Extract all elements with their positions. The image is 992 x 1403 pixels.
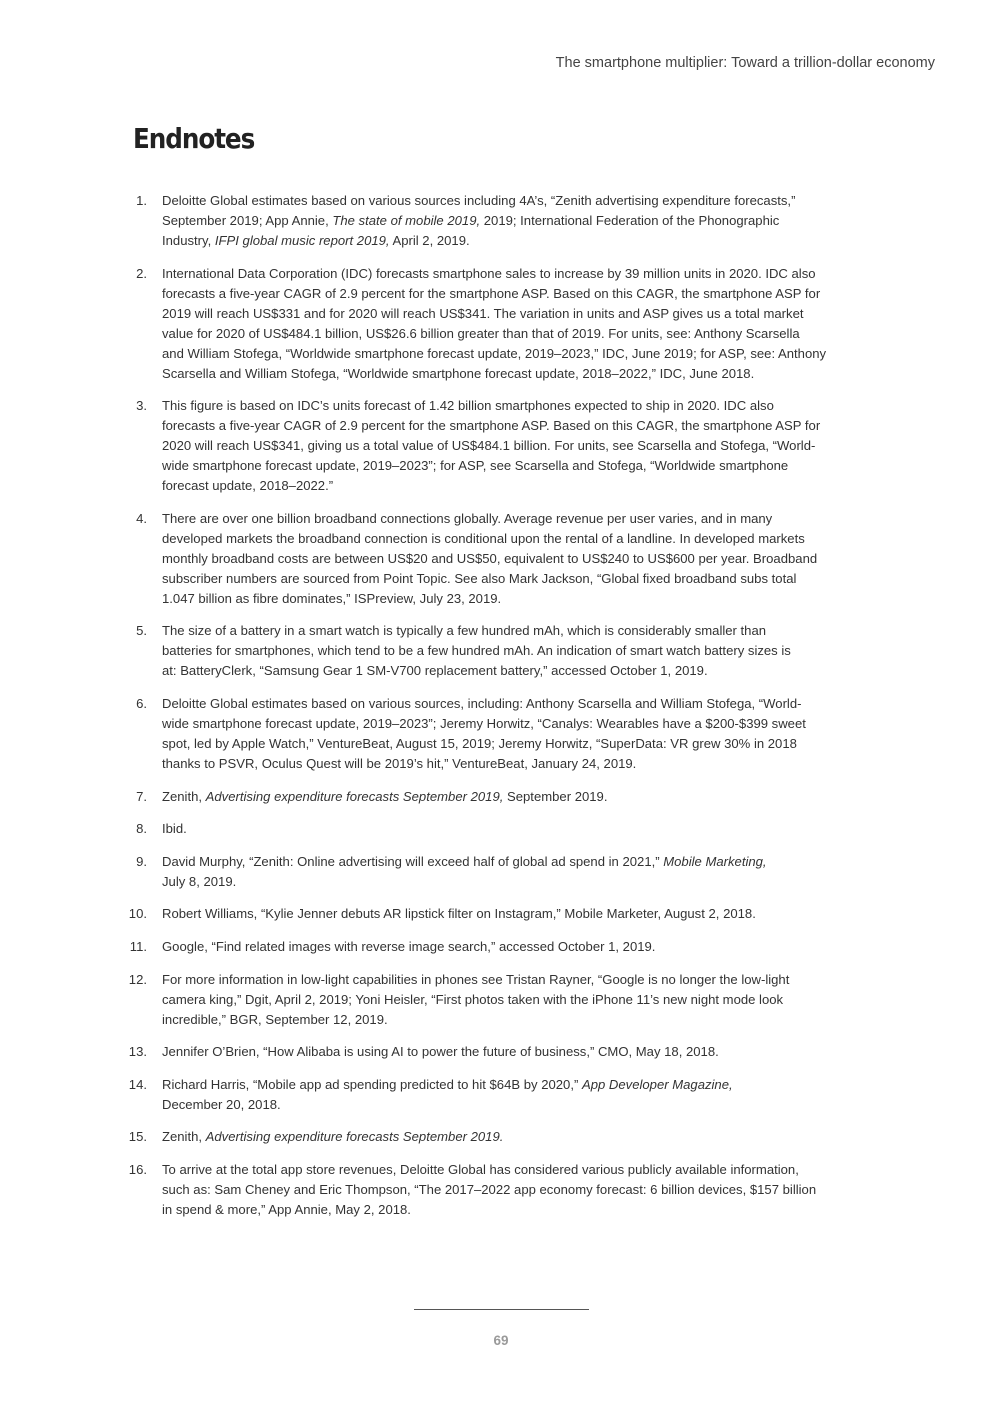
endnote-line: [162, 970, 862, 990]
endnote-line: [162, 476, 862, 496]
endnote-text-segment: December 20, 2018.: [162, 1097, 281, 1112]
endnote-text: [162, 191, 862, 251]
endnote-text-segment: forecasts a five-year CAGR of 2.9 percent for the smartphone ASP. Based on this CAGR, the smartphone ASP for: [162, 286, 821, 301]
endnote-line: [162, 734, 862, 754]
endnote-text-segment: David Murphy, “Zenith: Online advertising will exceed half of global ad spend in 2021,”: [162, 854, 664, 869]
endnote-line: [162, 714, 862, 734]
endnote-number: 1.: [136, 193, 147, 208]
endnote-text-segment: and William Stofega, “Worldwide smartphone forecast update, 2019–2023,” IDC, June 2019; for ASP, see: Anthony: [162, 346, 827, 361]
endnote-text-segment: Deloitte Global estimates based on various sources, including: Anthony Scarsella and William Stofega, “World-: [162, 696, 802, 711]
endnote-text: [162, 819, 862, 839]
endnote-text-segment: camera king,” Dgit, April 2, 2019; Yoni Heisler, “First photos taken with the iPhone 11’s new night mode look: [162, 992, 784, 1007]
endnote-line: [162, 872, 862, 892]
endnote-text-segment: International Data Corporation (IDC) forecasts smartphone sales to increase by 39 million units in 2020. IDC also: [162, 266, 816, 281]
endnote-line: [162, 852, 862, 872]
endnote-line: [162, 191, 862, 211]
endnote-text-segment: 2020 will reach US$341, giving us a total value of US$484.1 billion. For units, see Scarsella and Stofega, “World-: [162, 438, 816, 453]
endnote-text-segment: forecasts a five-year CAGR of 2.9 percent for the smartphone ASP. Based on this CAGR, the smartphone ASP for: [162, 418, 821, 433]
endnote-text: [162, 264, 862, 384]
endnote-text-segment: wide smartphone forecast update, 2019–2023”; Jeremy Horwitz, “Canalys: Wearables have a $200-$399 sweet: [162, 716, 806, 731]
endnote-text-segment: Robert Williams, “Kylie Jenner debuts AR lipstick filter on Instagram,” Mobile Marketer, August 2, 2018.: [162, 906, 756, 921]
endnote-italic-title: Advertising expenditure forecasts September 2019,: [205, 789, 504, 804]
endnote-line: [162, 1160, 862, 1180]
endnote-line: [162, 364, 862, 384]
endnote-number: 14.: [128, 1077, 147, 1092]
endnote-text-segment: Scarsella and William Stofega, “Worldwide smartphone forecast update, 2018–2022,” IDC, June 2018.: [162, 366, 755, 381]
endnote-line: [162, 1180, 862, 1200]
endnote-line: [162, 211, 862, 231]
endnote-text-segment: at: BatteryClerk, “Samsung Gear 1 SM-V700 replacement battery,” accessed October 1, 2019.: [162, 663, 708, 678]
endnote-text: [162, 787, 862, 807]
endnote-number: 7.: [136, 789, 147, 804]
endnote-line: [162, 787, 862, 807]
endnote-text: [162, 904, 862, 924]
endnote-italic-title: Advertising expenditure forecasts September 2019.: [205, 1129, 504, 1144]
endnote-text-segment: 1.047 billion as fibre dominates,” ISPreview, July 23, 2019.: [162, 591, 502, 606]
endnote-italic-title: Mobile Marketing,: [663, 854, 767, 869]
endnote-text-segment: Ibid.: [162, 821, 187, 836]
endnote-text-segment: To arrive at the total app store revenues, Deloitte Global has considered various publicly available information,: [162, 1162, 799, 1177]
endnote-text: [162, 1042, 862, 1062]
endnote-line: [162, 641, 862, 661]
endnote-line: [162, 569, 862, 589]
endnote-text-segment: There are over one billion broadband connections globally. Average revenue per user varies, and in many: [162, 511, 773, 526]
endnote-line: [162, 990, 862, 1010]
endnote-text-segment: September 2019.: [503, 789, 608, 804]
endnote-line: [162, 621, 862, 641]
endnote-number: 3.: [136, 398, 147, 413]
endnote-text: [162, 852, 862, 892]
endnote-text: [162, 694, 862, 774]
endnote-line: [162, 529, 862, 549]
endnote-line: [162, 1075, 862, 1095]
endnote-text: [162, 621, 862, 681]
endnote-text-segment: For more information in low-light capabilities in phones see Tristan Rayner, “Google is no longer the low-light: [162, 972, 790, 987]
endnote-italic-title: App Developer Magazine,: [581, 1077, 733, 1092]
endnote-line: [162, 937, 862, 957]
endnote-line: [162, 1042, 862, 1062]
endnote-italic-title: IFPI global music report 2019,: [214, 233, 390, 248]
endnote-text-segment: wide smartphone forecast update, 2019–2023”; for ASP, see Scarsella and Stofega, “Worldwide smartphone: [162, 458, 789, 473]
endnote-text-segment: value for 2020 of US$484.1 billion, US$26.6 billion greater than that of 2019. For units, see: Anthony Scarsella: [162, 326, 800, 341]
endnote-text-segment: such as: Sam Cheney and Eric Thompson, “The 2017–2022 app economy forecast: 6 billion devices, $157 billion: [162, 1182, 817, 1197]
endnote-number: 2.: [136, 266, 147, 281]
endnote-text: [162, 396, 862, 496]
endnote-line: [162, 589, 862, 609]
endnote-line: [162, 1095, 862, 1115]
endnote-line: [162, 416, 862, 436]
endnote-text-segment: This figure is based on IDC’s units forecast of 1.42 billion smartphones expected to ship in 2020. IDC also: [162, 398, 774, 413]
endnote-line: [162, 904, 862, 924]
endnote-text-segment: in spend & more,” App Annie, May 2, 2018.: [162, 1202, 411, 1217]
endnote-text-segment: Jennifer O’Brien, “How Alibaba is using AI to power the future of business,” CMO, May 18, 2018.: [162, 1044, 719, 1059]
endnote-line: [162, 509, 862, 529]
endnote-text: [162, 970, 862, 1030]
endnote-line: [162, 324, 862, 344]
endnote-text-segment: Zenith,: [162, 1129, 206, 1144]
endnote-number: 10.: [128, 906, 147, 921]
endnote-line: [162, 754, 862, 774]
endnote-number: 5.: [136, 623, 147, 638]
endnote-text-segment: developed markets the broadband connection is conditional upon the rental of a landline. In developed markets: [162, 531, 805, 546]
endnote-line: [162, 344, 862, 364]
endnote-line: [162, 1200, 862, 1220]
endnote-line: [162, 1010, 862, 1030]
endnote-number: 11.: [129, 939, 147, 954]
endnote-number: 15.: [128, 1129, 147, 1144]
endnote-text-segment: spot, led by Apple Watch,” VentureBeat, August 15, 2019; Jeremy Horwitz, “SuperData: VR grew 30% in 2018: [162, 736, 797, 751]
endnote-text-segment: September 2019; App Annie,: [162, 213, 333, 228]
endnote-text: [162, 1127, 862, 1147]
endnote-line: [162, 304, 862, 324]
endnote-line: [162, 284, 862, 304]
endnote-text-segment: batteries for smartphones, which tend to be a few hundred mAh. An indication of smart watch battery sizes is: [162, 643, 791, 658]
endnote-line: [162, 264, 862, 284]
endnote-text-segment: April 2, 2019.: [389, 233, 470, 248]
endnote-line: [162, 661, 862, 681]
endnote-text: [162, 1160, 862, 1220]
endnote-line: [162, 819, 862, 839]
endnote-line: [162, 396, 862, 416]
endnote-text: [162, 1075, 862, 1115]
endnote-text-segment: 2019; International Federation of the Phonographic: [480, 213, 780, 228]
endnote-line: [162, 456, 862, 476]
endnote-number: 6.: [136, 696, 147, 711]
endnote-text-segment: thanks to PSVR, Oculus Quest will be 2019’s hit,” VentureBeat, January 24, 2019.: [162, 756, 637, 771]
page-title: Endnotes: [133, 122, 255, 155]
endnote-text-segment: Industry,: [162, 233, 215, 248]
endnote-text-segment: incredible,” BGR, September 12, 2019.: [162, 1012, 388, 1027]
endnote-line: [162, 231, 862, 251]
endnote-number: 8.: [136, 821, 147, 836]
endnote-number: 16.: [128, 1162, 147, 1177]
endnote-text-segment: Deloitte Global estimates based on various sources including 4A’s, “Zenith advertising expenditure forecasts,”: [162, 193, 796, 208]
endnote-text: [162, 937, 862, 957]
endnote-text-segment: forecast update, 2018–2022.”: [162, 478, 334, 493]
footer-divider: [414, 1309, 589, 1310]
endnote-line: [162, 549, 862, 569]
endnote-text-segment: The size of a battery in a smart watch is typically a few hundred mAh, which is considerably smaller than: [162, 623, 767, 638]
endnote-italic-title: The state of mobile 2019,: [332, 213, 481, 228]
endnote-line: [162, 436, 862, 456]
endnote-text: [162, 509, 862, 609]
endnote-text-segment: 2019 will reach US$331 and for 2020 will reach US$341. The variation in units and ASP gives us a total market: [162, 306, 804, 321]
endnote-number: 4.: [136, 511, 147, 526]
endnote-number: 12.: [128, 972, 147, 987]
endnote-text-segment: July 8, 2019.: [162, 874, 237, 889]
running-header: The smartphone multiplier: Toward a trillion-dollar economy: [555, 55, 935, 71]
endnote-text-segment: Zenith,: [162, 789, 206, 804]
endnote-text-segment: Richard Harris, “Mobile app ad spending predicted to hit $64B by 2020,”: [162, 1077, 582, 1092]
endnote-line: [162, 1127, 862, 1147]
endnote-number: 13.: [128, 1044, 147, 1059]
endnote-text-segment: subscriber numbers are sourced from Point Topic. See also Mark Jackson, “Global fixed broadband subs total: [162, 571, 797, 586]
endnote-number: 9.: [136, 854, 147, 869]
endnote-text-segment: Google, “Find related images with reverse image search,” accessed October 1, 2019.: [162, 939, 656, 954]
endnote-text-segment: monthly broadband costs are between US$20 and US$50, equivalent to US$240 to US$600 per year. Broadband: [162, 551, 818, 566]
endnote-line: [162, 694, 862, 714]
page-number: 69: [493, 1333, 509, 1348]
